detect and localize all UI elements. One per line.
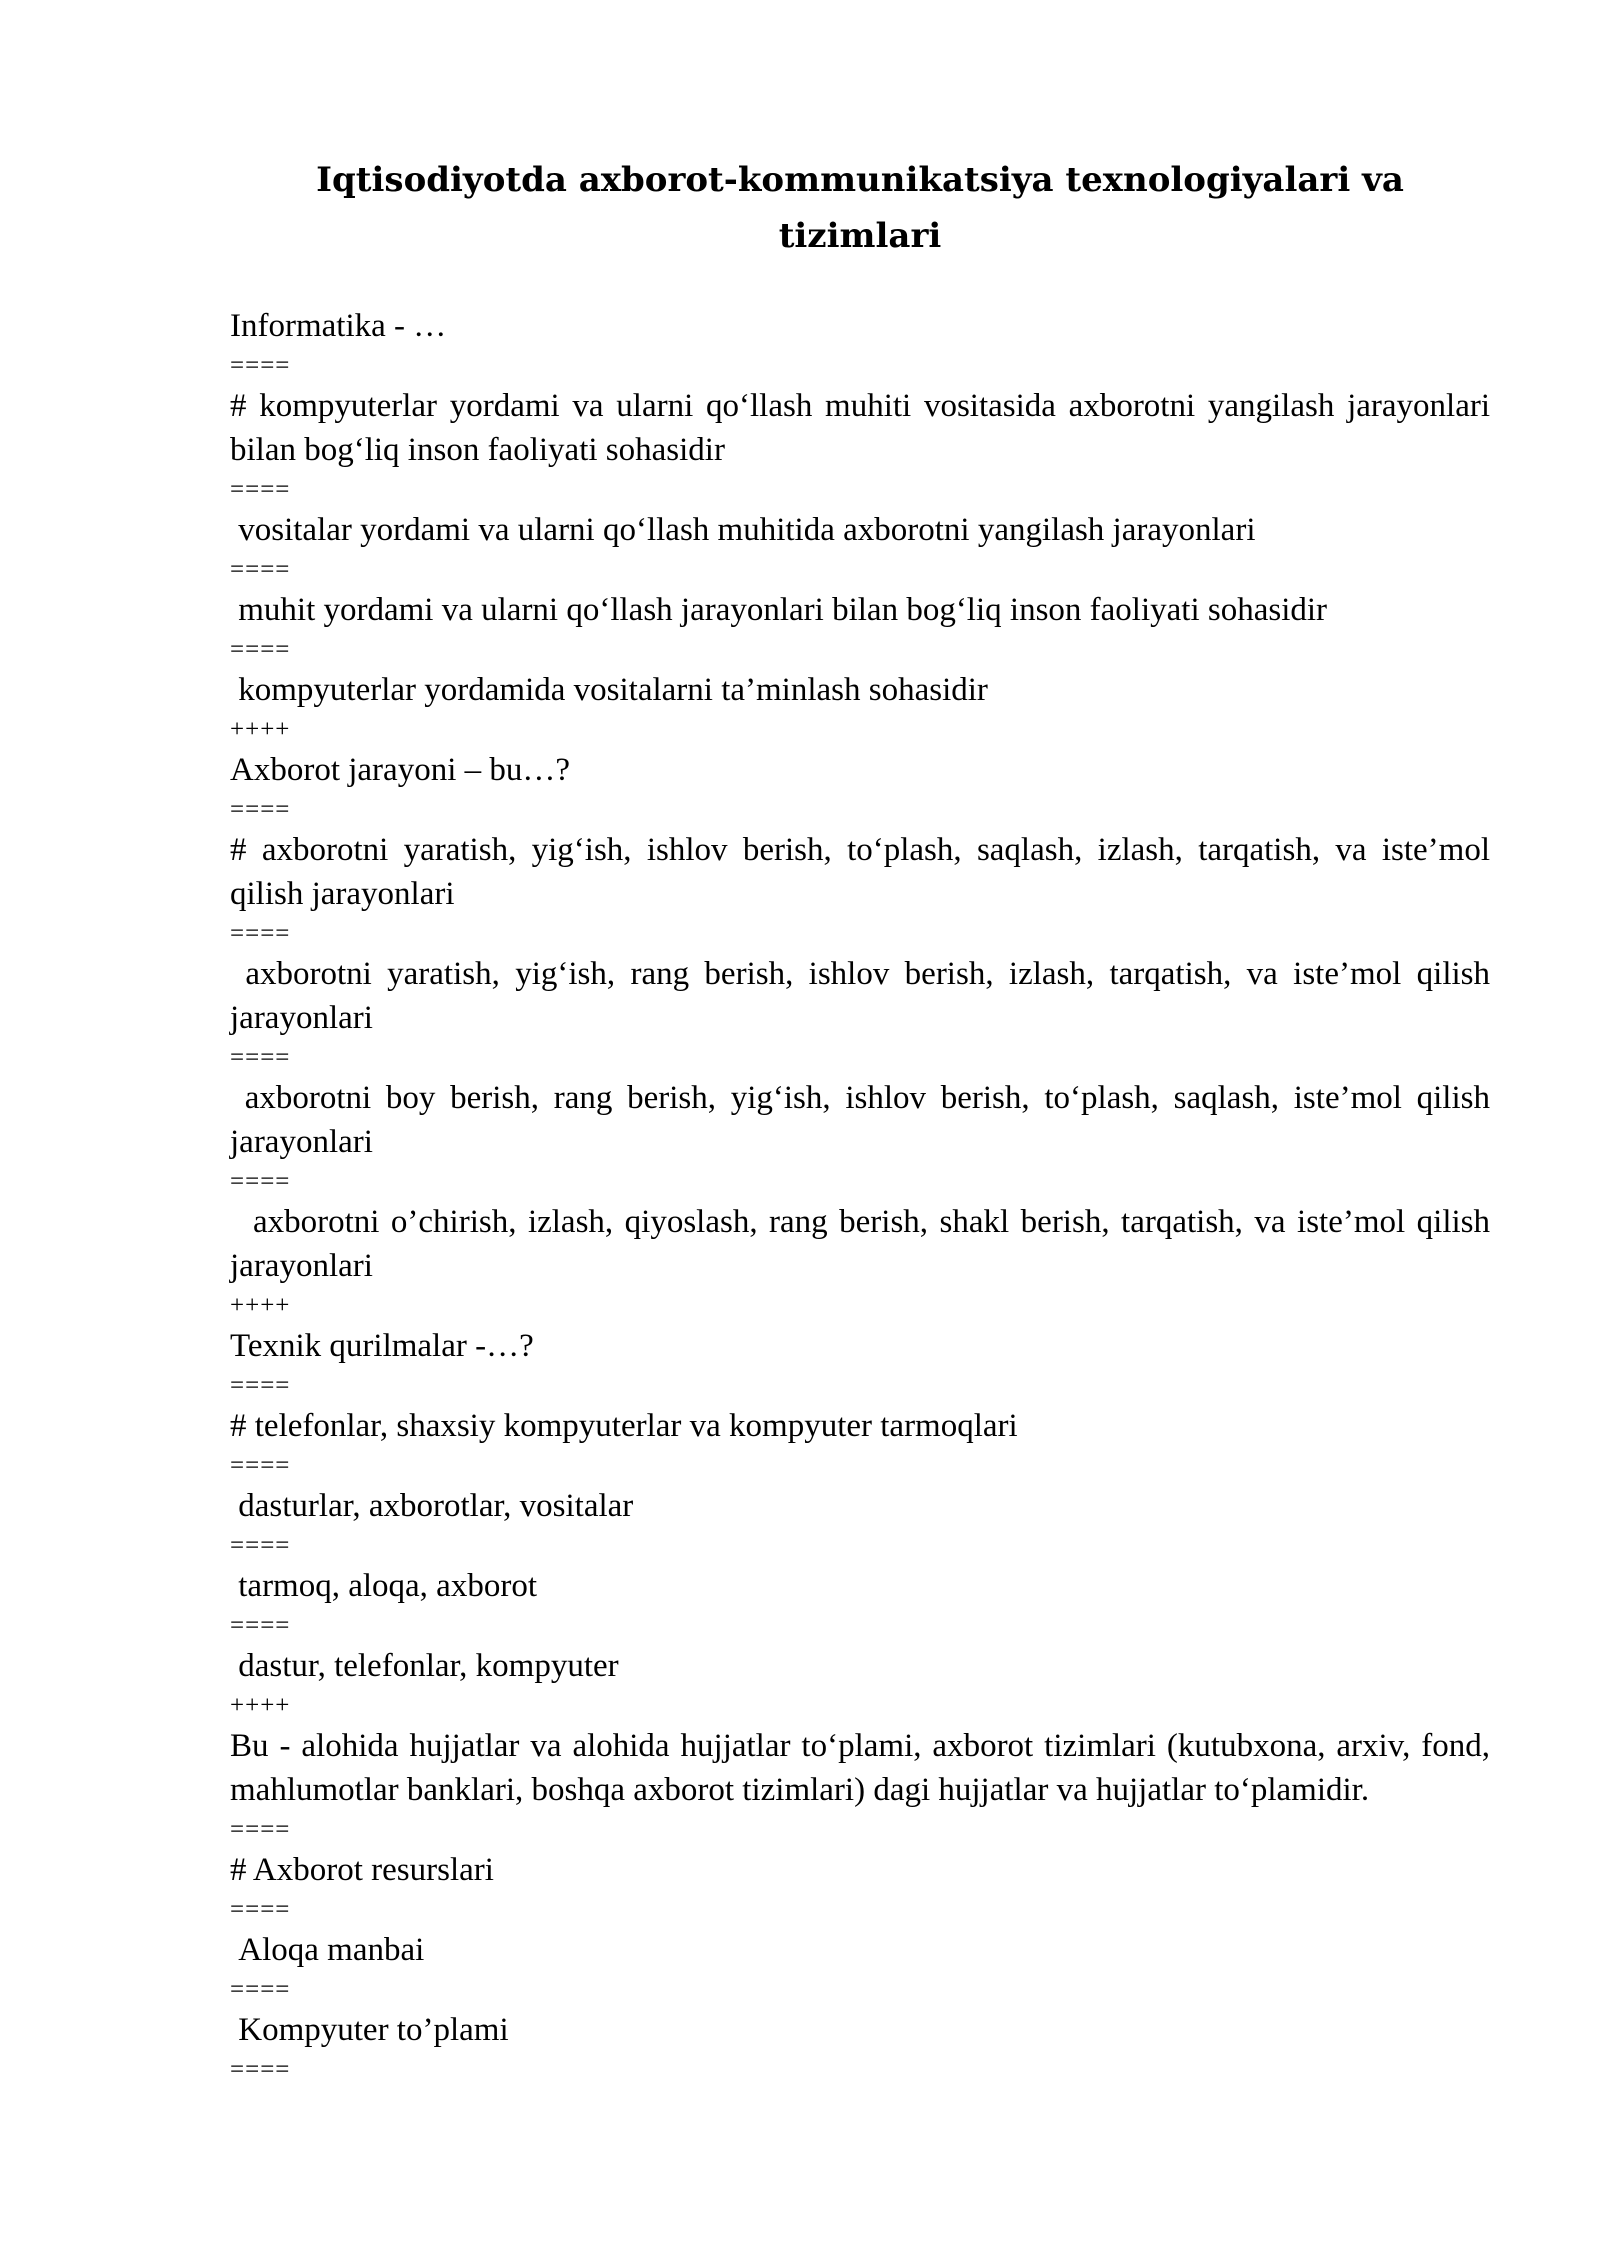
separator-line: ==== (230, 1372, 291, 1399)
text-line: # axborotni yaratish, yig‘ish, ishlov berish, to‘plash, saqlash, izlash, tarqatish, va iste’mol qilish jarayonlari (230, 832, 1499, 912)
separator-line: ==== (230, 796, 291, 823)
separator-line: ==== (230, 1612, 291, 1639)
text-line: Texnik qurilmalar -…? (230, 1328, 534, 1364)
separator-line: ==== (230, 920, 291, 947)
separator-line: ==== (230, 636, 291, 663)
separator-line: ++++ (230, 1692, 291, 1719)
text-line: # telefonlar, shaxsiy kompyuterlar va kompyuter tarmoqlari (230, 1408, 1018, 1444)
document-title: Iqtisodiyotda axborot-kommunikatsiya texnologiyalari va tizimlari (316, 160, 1404, 256)
separator-line: ++++ (230, 1292, 291, 1319)
separator-line: ==== (230, 1896, 291, 1923)
separator-line: ==== (230, 476, 291, 503)
text-line: Informatika - … (230, 308, 447, 344)
text-line: axborotni yaratish, yig‘ish, rang berish, ishlov berish, izlash, tarqatish, va iste’mol qilish jarayonlari (230, 956, 1499, 1036)
text-line: # kompyuterlar yordami va ularni qo‘llash muhiti vositasida axborotni yangilash jarayonlari bilan bog‘liq inson faoliyati sohasidir (230, 388, 1499, 468)
text-line: Kompyuter to’plami (230, 2012, 509, 2048)
text-line: Aloqa manbai (230, 1932, 425, 1968)
text-line: dastur, telefonlar, kompyuter (230, 1648, 619, 1684)
text-line: tarmoq, aloqa, axborot (230, 1568, 537, 1604)
separator-line: ++++ (230, 716, 291, 743)
separator-line: ==== (230, 1168, 291, 1195)
text-line: dasturlar, axborotlar, vositalar (230, 1488, 634, 1524)
document-body (230, 304, 1499, 2088)
separator-line: ==== (230, 1044, 291, 1071)
text-line: Bu - alohida hujjatlar va alohida hujjatlar to‘plami, axborot tizimlari (kutubxona, arxiv, fond, mahlumotlar banklari, boshqa axborot tizimlari) dagi hujjatlar va hujjatlar to‘plamidir. (230, 1728, 1499, 1808)
text-line: Axborot jarayoni – bu…? (230, 752, 571, 788)
text-line: vositalar yordami va ularni qo‘llash muhitida axborotni yangilash jarayonlari (230, 512, 1256, 548)
separator-line: ==== (230, 1532, 291, 1559)
text-line: axborotni boy berish, rang berish, yig‘ish, ishlov berish, to‘plash, saqlash, iste’mol qilish jarayonlari (230, 1080, 1499, 1160)
separator-line: ==== (230, 1452, 291, 1479)
text-line: muhit yordami va ularni qo‘llash jarayonlari bilan bog‘liq inson faoliyati sohasidir (230, 592, 1328, 628)
text-line: kompyuterlar yordamida vositalarni ta’minlash sohasidir (230, 672, 988, 708)
separator-line: ==== (230, 1816, 291, 1843)
text-line: # Axborot resurslari (230, 1852, 494, 1888)
separator-line: ==== (230, 1976, 291, 2003)
text-line: axborotni o’chirish, izlash, qiyoslash, rang berish, shakl berish, tarqatish, va iste’mol qilish jarayonlari (230, 1204, 1499, 1284)
separator-line: ==== (230, 2056, 291, 2083)
separator-line: ==== (230, 352, 291, 379)
separator-line: ==== (230, 556, 291, 583)
